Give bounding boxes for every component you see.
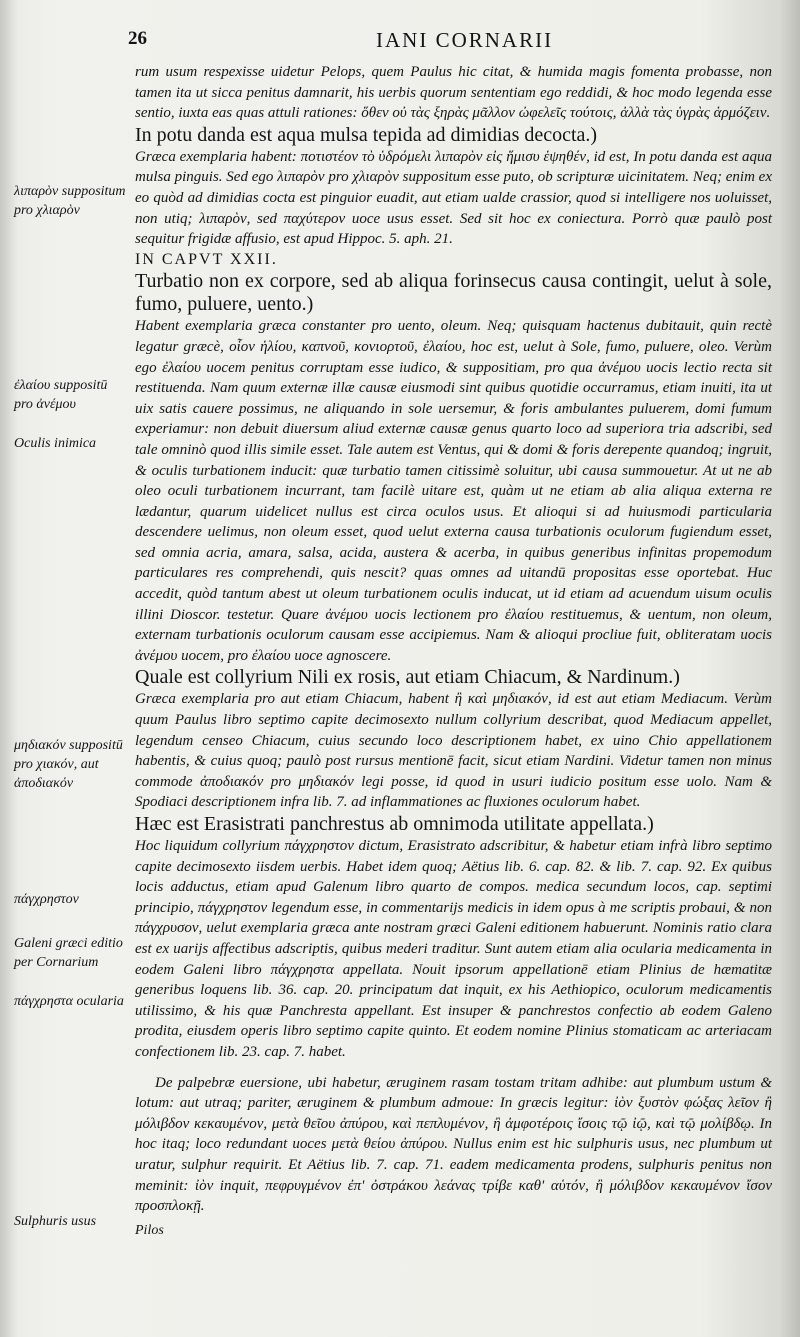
- lemma-heading: Quale est collyrium Nili ex rosis, aut etiam Chiacum, & Nardinum.): [135, 666, 680, 689]
- paragraph: Habent exemplaria græca constanter pro uento, oleum. Neq; quisquam hactenus dubitauit, quin rectè legatur græcè, οἷον ἡλίου, καπνοῦ, κονιορτοῦ, ἐλαίου, hoc est, uelut à Sole, fumo, puluere, oleo. Verùm ego ἐλαίου uocem penitus corruptam esse iudico, & suppositiam, pro qua ἀνέμου uocis lectio recta sit restituenda. Nam quum externæ illæ causæ eiusmodi sint quibus quotidie occurramus, etiam inuiti, ita ut uix satis cauere possimus, ne aliquando in sole uersemur, & foris ambulantes puluerem, domi fumum experiamur: non debuit diuersum aliud externæ causæ genus quarto loco ad superiora tria adscribi, sed tale omninò quod illis simile esset. Tale autem est Ventus, qui & domi & foris derepente quandoq; ingruit, & oculis turbationem inducit: quæ turbatio tamen citissimè soluitur, ubi causa summouetur. At ut ne ab oleo oculi turbationem incurrant, tam facilè uitare est, quàm ut ne etiam ab alia aliqua externa re lædantur, quarum uidelicet nullus est circa oculos usus. Et alioqui si ad huiusmodi particularia descendere uelimus, non oleum esset, quod uelut externa causa turbationis oculorum fugiendum esset, sed omnia acria, amara, salsa, acida, austera & acerba, in quibus generibus infinitas propemodum particulares res comprehendi, quis nescit? quas omnes ad uitandū propositas esse oportebat. Huc accedit, quòd tantum abest ut oleum turbationem oculis inducat, ut id etiam ad acuendum uisum oculis illini Dioscor. testetur. Quare ἀνέμου uocis lectionem pro ἐλαίου restituemus, & uentum, non oleum, externam turbationis oculorum causam esse accipiemus. Nam & alioqui procliue fuit, obliteratam uocis ἀνέμου uocem, pro ἐλαίου uoce agnoscere.: [135, 318, 772, 664]
- lemma-heading: Turbatio non ex corpore, sed ab aliqua forinsecus causa contingit, uelut à sole, fumo, puluere, uento.): [135, 270, 772, 316]
- chapter-heading: IN CAPVT XXII.: [135, 250, 278, 268]
- margin-note: πάγχρηστον: [14, 892, 79, 907]
- paragraph: De palpebræ euersione, ubi habetur, æruginem rasam tostam tritam adhibe: aut plumbum ustum & lotum: aut utraq; pariter, æruginem & plumbum admoue: In græcis legitur: ἰὸν ξυστὸν φώξας λεῖον ἢ μόλιβδον κεκαυμένον, μετὰ θεῖου ἀπύρου, καὶ πεπλυμένον, ἢ ἀμφοτέροις ἴσοις τῷ ἰῷ, καὶ τῷ μολίβδῳ. In hoc itaq; loco redundant uoces μετὰ θείου ἀπύρου. Nullus enim est hic sulphuris usus, nec plumbum ut uratur, sulphur requirit. Et Aëtius lib. 7. cap. 71. eadem medicamenta prodens, sulphuris penitus non meminit: ἰὸν inquit, πεφρυγμένον ἐπ' ὀστράκου λεάνας τρίβε καθ' αὑτόν, ἢ μόλιβδον κεκαυμένον ἴσον προσπλοκῇ.: [135, 1074, 772, 1215]
- catchword: Pilos: [135, 1222, 164, 1238]
- margin-note: λιπαρὸν suppositum pro χλιαρὸν: [14, 184, 126, 218]
- page-number: 26: [128, 28, 147, 49]
- paragraph: Hoc liquidum collyrium πάγχρηστον dictum, Erasistrato adscribitur, & habetur etiam infrà libro septimo capite decimosexto iisdem uerbis. Habet idem quoq; Aëtius lib. 6. cap. 82. & lib. 7. cap. 92. Ex quibus locis adductus, etiam apud Galenum libro quarto de compos. medica secundum locos, cap. septimi principio, πάγχρηστον legendum esse, in commentarijs medicis in idem opus à me scriptis probaui, & non πάγχρυσον, uelut exemplaria græca ante nostram græci Galeni editionem habuerunt. Nominis ratio clara est ex uarijs affectibus adscriptis, quibus mederi traditur. Sunt autem etiam alia ocularia medicamenta in eodem Galeni libro πάγχρηστα appellata. Nouit ipsorum appellationē etiam Plinius de hæmatitæ generibus loquens lib. 36. cap. 20. principatum dat inquit, ex his Aethiopico, oculorum medicamentis utilissimo, & his quæ Panchresta appellant. Est insuper & panchrestos confectio ab eodem Galeno prodita, eiusdem operis libro septimo capite quinto. Et eodem nomine Plinius stomaticam ac arteriacam confectionem lib. 23. cap. 7. habet.: [135, 838, 772, 1060]
- paragraph: rum usum respexisse uidetur Pelops, quem Paulus hic citat, & humida magis fomenta probasse, non tamen ita ut sicca penitus damnarit, his uerbis quorum sententiam ego reddidi, & hoc modo legenda esse sentio, iuxta eas quas attuli rationes: ὅθεν οὐ τὰς ξηρὰς μᾶλλον ὠφελεῖς τούτοις, ἀλλὰ τὰς ὑγρὰς ἁρμόζειν.: [135, 64, 772, 122]
- commentary-text: [135, 62, 772, 1241]
- paragraph: Græca exemplaria habent: ποτιστέον τὸ ὑδρόμελι λιπαρὸν εἰς ἥμισυ ἑψηθέν, id est, In potu danda est aqua mulsa pinguis. Sed ego λιπαρὸν pro χλιαρὸν suppositum esse puto, ob scripturæ uicinitatem. Neq; enim ex eo quòd ad dimidias cocta est pinguior euadit, aut etiam ualde crassior, quod si intelligere nos uoluisset, non utiq; λιπαρὸν, sed παχύτερον uoce usus esset. Sed sit hoc ex coniectura. Porrò quæ paulò post sequitur frigidæ affusio, est apud Hippoc. 5. aph. 21.: [135, 148, 772, 248]
- paragraph: Græca exemplaria pro aut etiam Chiacum, habent ἢ καὶ μηδιακόν, id est aut etiam Mediacum. Verùm quum Paulus libro septimo capite decimosexto nullum collyrium describat, quod Mediacum appellet, legendum censeo Chiacum, cuius secundo loco descriptionem habet, ex uino Chio appellationem habentis, & cuius quoq; paulò post rursus mentionē facit, sicut etiam Nardini. Videtur tamen non minus commode ἀποδιακόν pro μηδιακόν legi posse, id quod in usuri iudicio positum esse uolo. Nam & Spodiaci descriptionem infra lib. 7. ad inflammationes ac fluxiones oculorum habet.: [135, 691, 772, 811]
- page-header: [128, 20, 768, 50]
- margin-note: πάγχρηστα ocularia: [14, 994, 124, 1009]
- margin-note: μηδιακόν suppositū pro χιακόν, aut ἀποδιακόν: [14, 738, 123, 791]
- margin-note: Sulphuris usus: [14, 1214, 97, 1229]
- lemma-heading: In potu danda est aqua mulsa tepida ad dimidias decocta.): [135, 123, 598, 146]
- running-head: IANI CORNARII: [376, 28, 554, 52]
- lemma-heading: Hæc est Erasistrati panchrestus ab omnimoda utilitate appellata.): [135, 813, 654, 835]
- margin-note: Galeni græci editio per Cornarium: [14, 936, 123, 970]
- margin-note: ἐλαίου suppositū pro ἀνέμου: [14, 378, 108, 412]
- margin-note: Oculis inimica: [14, 436, 97, 451]
